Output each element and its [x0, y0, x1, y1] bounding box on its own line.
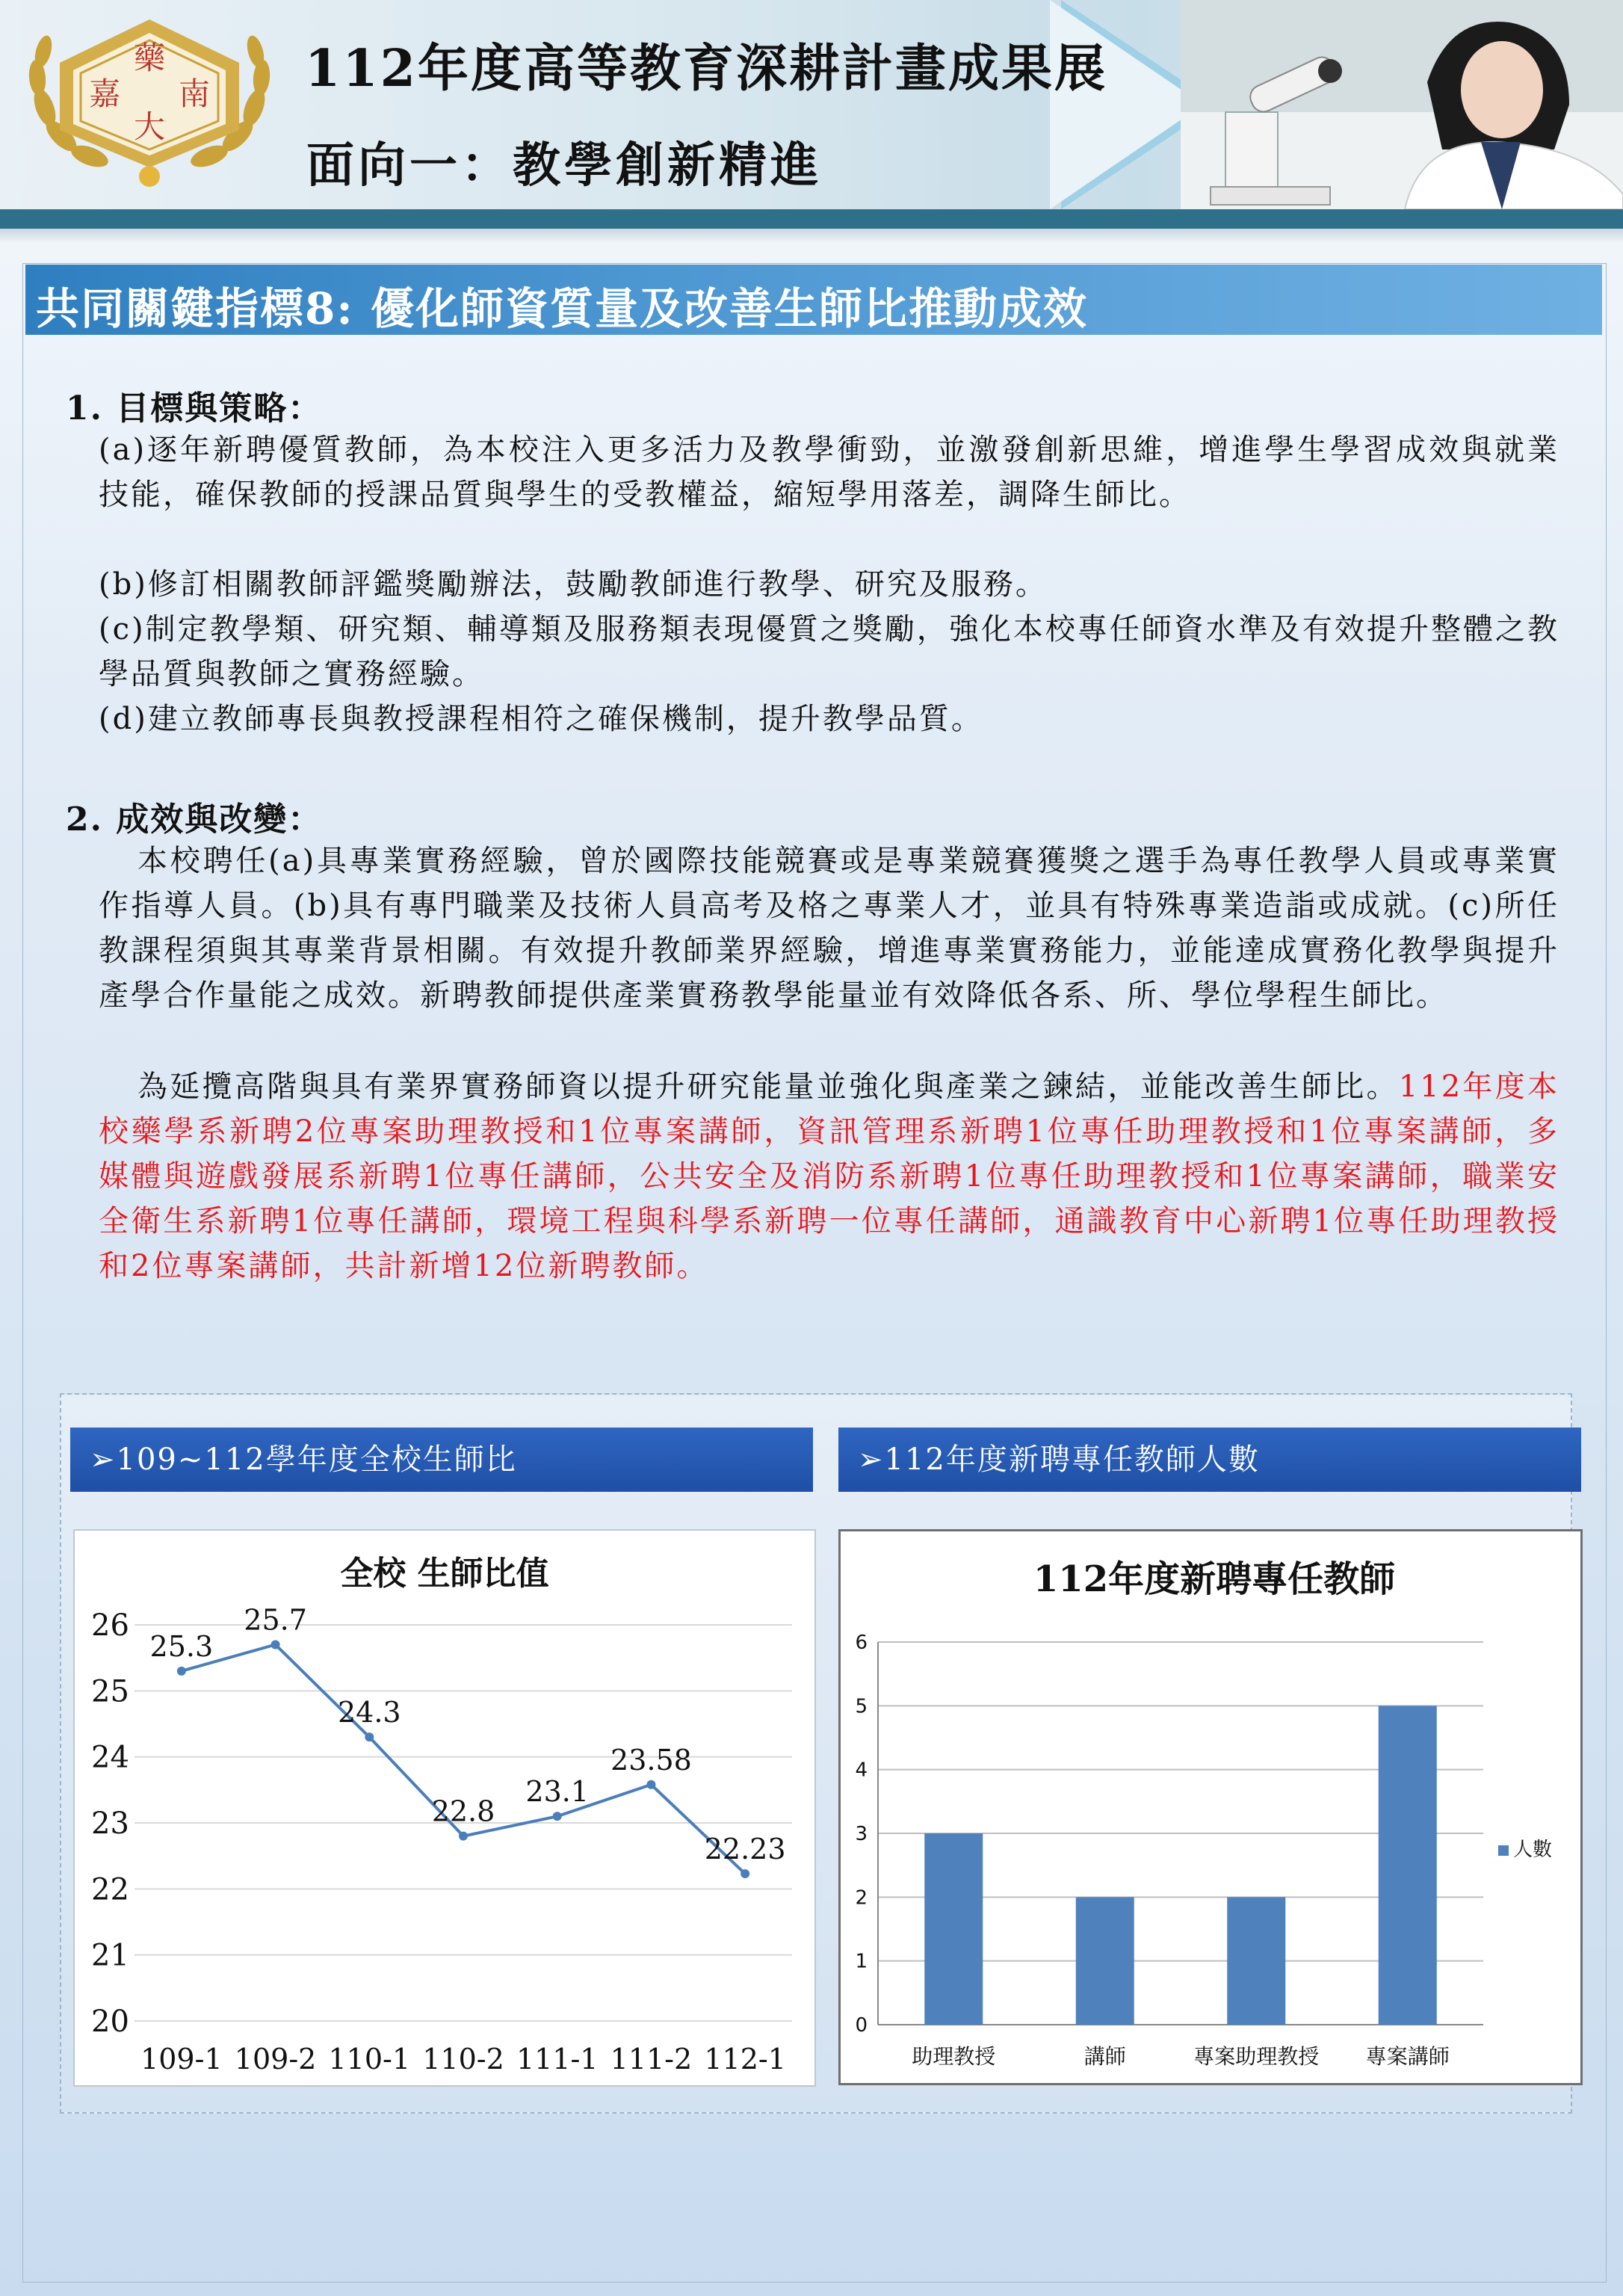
- section1-item-a: (a)逐年新聘優質教師，為本校注入更多活力及教學衝勁，並激發創新思維，增進學生學習成效與就業技能，確保教師的授課品質與學生的受教權益，縮短學用落差，調降生師比。: [99, 433, 1559, 512]
- y-tick-label: 26: [91, 1608, 129, 1643]
- line-chart-box: [73, 1529, 816, 2087]
- section2-paragraph2: [99, 1064, 1559, 1289]
- header-banner: [0, 0, 1623, 224]
- line-chart: [75, 1531, 814, 2085]
- data-label: 22.8: [431, 1794, 495, 1828]
- bar-chart-title: 112年度新聘專任教師: [1033, 1558, 1396, 1600]
- y-tick-label: 20: [91, 2005, 129, 2039]
- kpi-title-bar: [25, 265, 1602, 335]
- data-label: 23.58: [610, 1743, 692, 1777]
- data-label: 24.3: [337, 1696, 401, 1729]
- section1-item-c: (c)制定教學類、研究類、輔導類及服務類表現優質之獎勵，強化本校專任師資水準及有效提升整體之教學品質與教師之實務經驗。: [99, 612, 1559, 691]
- section2-paragraph1: 本校聘任(a)具專業實務經驗，曾於國際技能競賽或是專業競賽獲獎之選手為專任教學人員或專業實作指導人員。(b)具有專門職業及技術人員高考及格之專業人才，並具有特殊專業造詣或成就。(c)所任教課程須與其專業背景相關。有效提升教師業界經驗，增進專業實務能力，並能達成實務化教學與提升產學合作量能之成效。新聘教師提供產業實務教學能量並有效降低各系、所、學位學程生師比。: [99, 844, 1559, 1013]
- data-label: 25.7: [244, 1603, 307, 1637]
- y-tick-label: 5: [855, 1695, 868, 1718]
- line-point: [177, 1667, 186, 1676]
- bar: [1227, 1897, 1285, 2025]
- y-tick-label: 0: [855, 2014, 868, 2037]
- kpi-title: 共同關鍵指標8: 優化師資質量及改善生師比推動成效: [36, 283, 1088, 334]
- y-tick-label: 4: [855, 1759, 868, 1782]
- x-tick-label: 111-1: [516, 2043, 599, 2076]
- y-tick-label: 21: [91, 1938, 129, 1973]
- data-label: 22.23: [704, 1833, 786, 1866]
- y-tick-label: 1: [855, 1950, 868, 1973]
- section2-paragraph2-lead: 為延攬高階與具有業界實務師資以提升研究能量並強化與產業之鍊結，並能改善生師比。: [137, 1070, 1399, 1104]
- bar: [1076, 1897, 1134, 2025]
- x-tick-label: 112-1: [704, 2043, 786, 2076]
- y-tick-label: 6: [855, 1632, 868, 1654]
- y-tick-label: 22: [91, 1872, 129, 1907]
- page-title: 112年度高等教育深耕計畫成果展: [305, 39, 1107, 99]
- line-point: [741, 1869, 749, 1878]
- section1-heading: 1. 目標與策略：: [66, 389, 323, 428]
- section2-heading: 2. 成效與改變：: [66, 800, 323, 839]
- line-point: [553, 1812, 562, 1821]
- x-tick-label: 109-1: [140, 2043, 223, 2076]
- y-tick-label: 25: [91, 1674, 129, 1709]
- section1-item-b: (b)修訂相關教師評鑑獎勵辦法，鼓勵教師進行教學、研究及服務。: [99, 567, 1048, 602]
- line-point: [365, 1732, 374, 1741]
- x-tick-label: 110-2: [422, 2043, 504, 2076]
- bar-chart: [841, 1531, 1580, 2083]
- data-label: 25.3: [149, 1629, 214, 1663]
- x-tick-label: 109-2: [234, 2043, 317, 2076]
- emblem-char-right: 南: [178, 75, 211, 112]
- lab-photo: [1181, 0, 1623, 209]
- line-point: [271, 1641, 280, 1650]
- legend-label: 人數: [1513, 1839, 1553, 1861]
- section1-item-d: (d)建立教師專長與教授課程相符之確保機制，提升教學品質。: [99, 702, 983, 736]
- bar: [1379, 1706, 1437, 2025]
- right-chart-header: ➢112年度新聘專任教師人數: [838, 1428, 1581, 1492]
- section2-highlight: 112年度本校藥學系新聘2位專案助理教授和1位專案講師，資訊管理系新聘1位專任助理教授和1位專案講師，多媒體與遊戲發展系新聘1位專任講師，公共安全及消防系新聘1位專任助理教授和1位專案講師，職業安全衛生系新聘1位專任講師，環境工程與科學系新聘一位專任講師，通識教育中心新聘1位專任助理教授和2位專案講師，共計新增12位新聘教師。: [99, 1070, 1559, 1283]
- x-tick-label: 111-2: [610, 2043, 693, 2076]
- data-label: 23.1: [525, 1775, 590, 1809]
- x-tick-label: 專案講師: [1365, 2044, 1450, 2069]
- x-tick-label: 110-1: [328, 2043, 411, 2076]
- line-point: [646, 1780, 655, 1789]
- y-tick-label: 23: [91, 1806, 129, 1841]
- line-point: [459, 1832, 468, 1841]
- emblem-char-top: 藥: [133, 40, 166, 76]
- x-tick-label: 講師: [1083, 2044, 1126, 2069]
- university-emblem: [15, 10, 284, 190]
- bar-chart-box: [838, 1529, 1583, 2085]
- header-shadow: [0, 229, 1623, 242]
- page-subtitle: 面向一：教學創新精進: [306, 138, 822, 194]
- emblem-char-bottom: 大: [133, 108, 166, 145]
- y-tick-label: 24: [91, 1740, 129, 1775]
- line-chart-title: 全校 生師比值: [340, 1555, 549, 1593]
- legend-swatch: [1498, 1845, 1509, 1856]
- header-divider: [0, 209, 1623, 229]
- x-tick-label: 專案助理教授: [1193, 2044, 1320, 2069]
- bar: [924, 1833, 983, 2025]
- emblem-char-left: 嘉: [88, 75, 121, 112]
- y-tick-label: 2: [855, 1886, 868, 1910]
- y-tick-label: 3: [855, 1823, 868, 1845]
- left-chart-header: ➢109~112學年度全校生師比: [70, 1428, 813, 1492]
- x-tick-label: 助理教授: [912, 2044, 996, 2069]
